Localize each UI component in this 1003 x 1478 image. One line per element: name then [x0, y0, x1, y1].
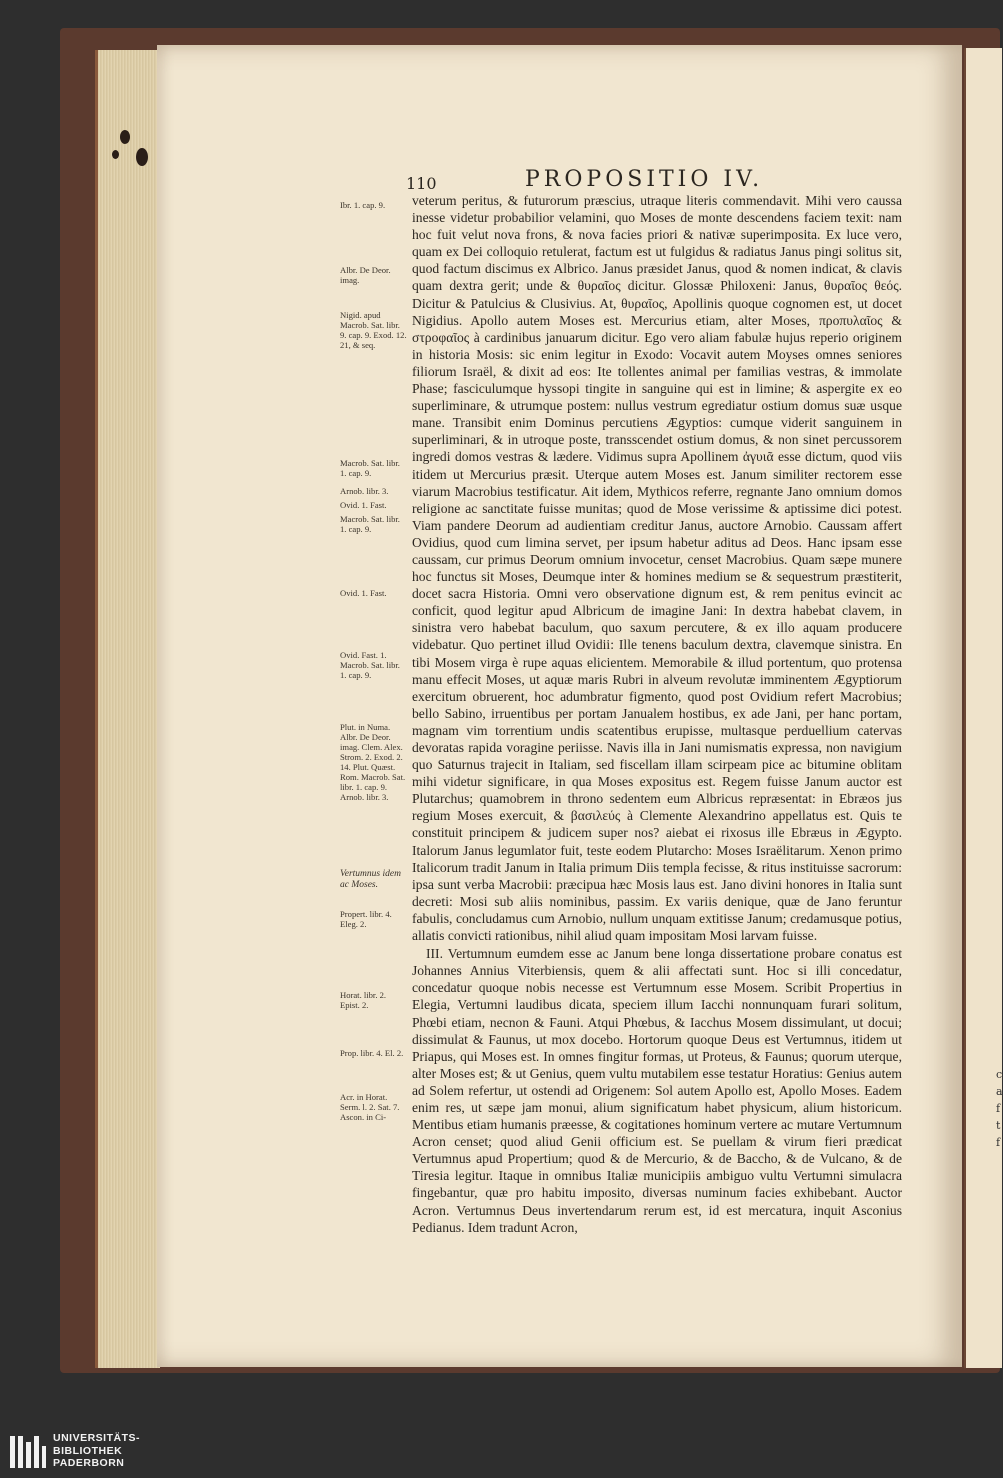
margin-note: Arnob. libr. 3. — [340, 486, 389, 496]
margin-note: Ovid. 1. Fast. — [340, 588, 387, 598]
facing-page-fragment: a — [996, 1085, 1003, 1098]
facing-page-fragment: f — [996, 1102, 1001, 1115]
margin-note: Macrob. Sat. libr. 1. cap. 9. — [340, 514, 400, 534]
ink-blot — [136, 148, 148, 166]
margin-note: Albr. De Deor. imag. — [340, 265, 391, 285]
ink-blot — [112, 150, 119, 159]
margin-note: Horat. libr. 2. Epist. 2. — [340, 990, 387, 1010]
logo-line: UNIVERSITÄTS- — [53, 1432, 141, 1444]
margin-note: Nigid. apud Macrob. Sat. libr. 9. cap. 9. Exod. 12. 21, & seq. — [340, 310, 407, 350]
facing-page-edge — [964, 48, 1002, 1368]
facing-page-fragment: c — [996, 1068, 1003, 1081]
library-logo-text — [53, 1432, 140, 1470]
margin-note: Ovid. Fast. 1. Macrob. Sat. libr. 1. cap. 9. — [340, 650, 400, 680]
margin-note: Prop. libr. 4. El. 2. — [340, 1048, 404, 1058]
margin-note-heading: Vertumnus idem ac Moses. — [340, 869, 401, 890]
running-title: PROPOSITIO IV. — [525, 167, 764, 192]
margin-note: Plut. in Numa. Albr. De Deor. imag. Clem. Alex. Strom. 2. Exod. 2. 14. Plut. Quæst. Rom. Macrob. Sat. libr. 1. cap. 9. Arnob. libr. 3. — [340, 722, 406, 802]
margin-note: Ovid. 1. Fast. — [340, 500, 387, 510]
facing-page-fragment: t — [996, 1119, 1001, 1132]
page-edges — [95, 50, 160, 1368]
margin-note: Propert. libr. 4. Eleg. 2. — [340, 909, 392, 929]
margin-note: Ibr. 1. cap. 9. — [340, 200, 386, 210]
page-body-text — [412, 192, 902, 1236]
page-number: 110 — [406, 174, 437, 193]
paragraph: III. Vertumnum eumdem esse ac Janum bene longa dissertatione probare conatus est Johannes Annius Viterbiensis, quem & alii affectati sunt. Hoc si illi concedatur, concedatur quoque nobis necesse est Vertumnum esse Mosem. Scribit Propertius in Elegia, Vertumni laudibus dicata, speciem illum Iacchi nonnunquam furari solitum, Phœbi etiam, necnon & Fauni. Atqui Phœbus, & Iacchus Mosem dissimulant, ut docui; dissimulat & Faunus, ut mox docebo. Hortorum quoque Deus est Vertumnus, itidem ut Priapus, qui Moses est. In omnes fingitur formas, ut Proteus, & Faunus; quorum uterque, alter Moses est; & ut Genius, quem vultu mutabilem esse testatur Horatius: Genius autem ad Solem refertur, ut ostendi ad Origenem: Sol autem Apollo est, Apollo Moses. Eadem enim res, ut sæpe jam monui, alium significatum habet physicum, alium historicum. Mentibus etiam humanis præesse, & cogitationes hominum vertere ac mutare Vertumnum Acron censet; quod aliud Genii officium est. Se puellam & virum fieri prædicat Vertumnus apud Propertium; quod & de Mercurio, & de Baccho, & de Vulcano, & de Tiresia legitur. Itaque in omnibus Italiæ municipiis ambiguo vultu Vertumni simulacra fingebantur, quæ pro habitu imposito, diversas numinum facies exhibebant. Auctor Acron. Vertumnus Deus invertendarum rerum est, id est mercatura, inquit Asconius Pedianus. Idem tradunt Acron, — [412, 946, 902, 1235]
library-logo — [8, 1432, 178, 1472]
ink-blot — [120, 130, 130, 144]
paragraph: veterum peritus, & futurorum præscius, utraque literis commendavit. Mihi vero caussa inesse videtur probabilior velamini, quo Moses de monte descendens faciem texit: nam hoc fuit velut nova frons, & nova facies priori & nativæ superimposita. Ex luce vero, quam ex Dei colloquio retulerat, factum est ut fulgidus & radiatus Janus pingi solitus sit, quod factum discimus ex Albrico. Janus præsidet Janus, quod & nomen indicat, & clavis quam dextra gerit; unde & θυραῖος dicitur. Glossæ Philoxeni: Janus, θυραῖος θεός. Dicitur & Patulcius & Clusivius. At, θυραῖος, Apollinis quoque cognomen est, ut docet Nigidius. Apollo autem Moses est. Mercurius etiam, alter Moses, πρoπυλαῖος & στροφαῖος à cardinibus januarum dicitur. Ego vero aliam fabulæ hujus reperio originem in historia Mosis: sic enim legitur in Exodo: Vocavit autem Moyses omnes seniores filiorum Israël, & dixit ad eos: Ite tollentes animal per familias vestras, & immolate Phase; fasciculumque hyssopi tingite in sanguine qui est in limine; & aspergite ex eo superliminare, & utrumque postem: nullus vestrum egrediatur ostium domus suæ usque mane. Transibit enim Dominus percutiens Ægyptios: cumque viderit sanguinem in superliminari, & in utroque poste, transscendet ostium domus, & non sinet percussorem ingredi domos vestras & lædere. Vidimus supra Apollinem ἀγυιᾶ esse dictum, quod viis itidem ut Mercurius præsit. Uterque autem Moses est. Janum similiter rectorem esse viarum Macrobius testificatur. Ait idem, Mythicos referre, regnante Jano omnium domos religione ac sanctitate fuisse munitas; quod de Mose verissime & aptissime dici potest. Viam pandere Deorum ad audientiam creditur Janus, auctore Arnobio. Caussam affert Ovidius, quod cum limina servet, per ipsum habetur aditus ad Deos. Hanc ipsam esse caussam, cur primus Deorum omnium invocetur, censet Macrobius. Quam sæpe munere hoc functus sit Moses, Deumque inter & homines medium se & sequestrum præstiterit, docet sacra Historia. Omni vero observatione dignum est, & rem penitus evincit ac conficit, quod legitur apud Albricum de imagine Jani: In dextra habebat clavem, in sinistra vero habebat baculum, quo saxum percutere, & ex illo aquam producere videbatur. Quo pertinet illud Ovidii: Ille tenens baculum dextra, clavemque sinistra. En tibi Mosem virga è rupe aquas elicientem. Memorabile & illud portentum, quo protensa manu effecit Moses, ut aquæ maris Rubri in alveum revolutæ imminentem Ægyptiorum exercitum obruerent, hoc adumbratur figmento, quod post Ovidium refert Macrobius; bello Sabino, irruentibus per portam Janualem hostibus, ex ade Jani, per hanc portam, magnam vim torrentium undis scatentibus erupisse, multasque perduellium catervas devoratas rapida voragine periisse. Navis illa in Jani numismatis expressa, non navigium quo Saturnus trajecit in Italiam, sed fiscellam illam scirpeam pice ac bitumine oblitam mihi videtur significare, in qua Moses expositus est. Regem fuisse Janum auctor est Plutarchus; quamobrem in throno sedentem eum Albricus repræsentat: in Ebræos jus regium Moses exercuit, & βασιλεύς à Clemente Alexandrino appellatus est. Quis te constituit principem & judicem super nos? aiebat ei rixosus ille Ebræus in Ægypto. Italorum Janus legumlator fuit, teste eodem Plutarcho: Moses Israëlitarum. Xenon primo Italicorum tradit Janum in Italia primum Diis templa fecisse, & ritus instituisse sacrorum: ipsa sunt verba Macrobii: præcipua hæc Mosis laus est. Jano divini honores in Italia sunt decreti: Mosi sub aliis nominibus, passim. Ex variis denique, quæ de Jano feruntur fabulis, concludamus cum Arnobio, nullum unquam extitisse Janum; credamusque potius, allatis convicti rationibus, nihil aliud quam impositam Mosi larvam fuisse. — [412, 193, 902, 944]
margin-note: Acr. in Horat. Serm. l. 2. Sat. 7. Ascon. in Ci- — [340, 1092, 400, 1122]
margin-note: Macrob. Sat. libr. 1. cap. 9. — [340, 458, 400, 478]
logo-line: PADERBORN — [53, 1457, 125, 1469]
page-header — [403, 167, 803, 195]
library-logo-icon — [8, 1432, 48, 1472]
facing-page-fragment: f — [996, 1136, 1001, 1149]
logo-line: BIBLIOTHEK — [53, 1444, 123, 1457]
